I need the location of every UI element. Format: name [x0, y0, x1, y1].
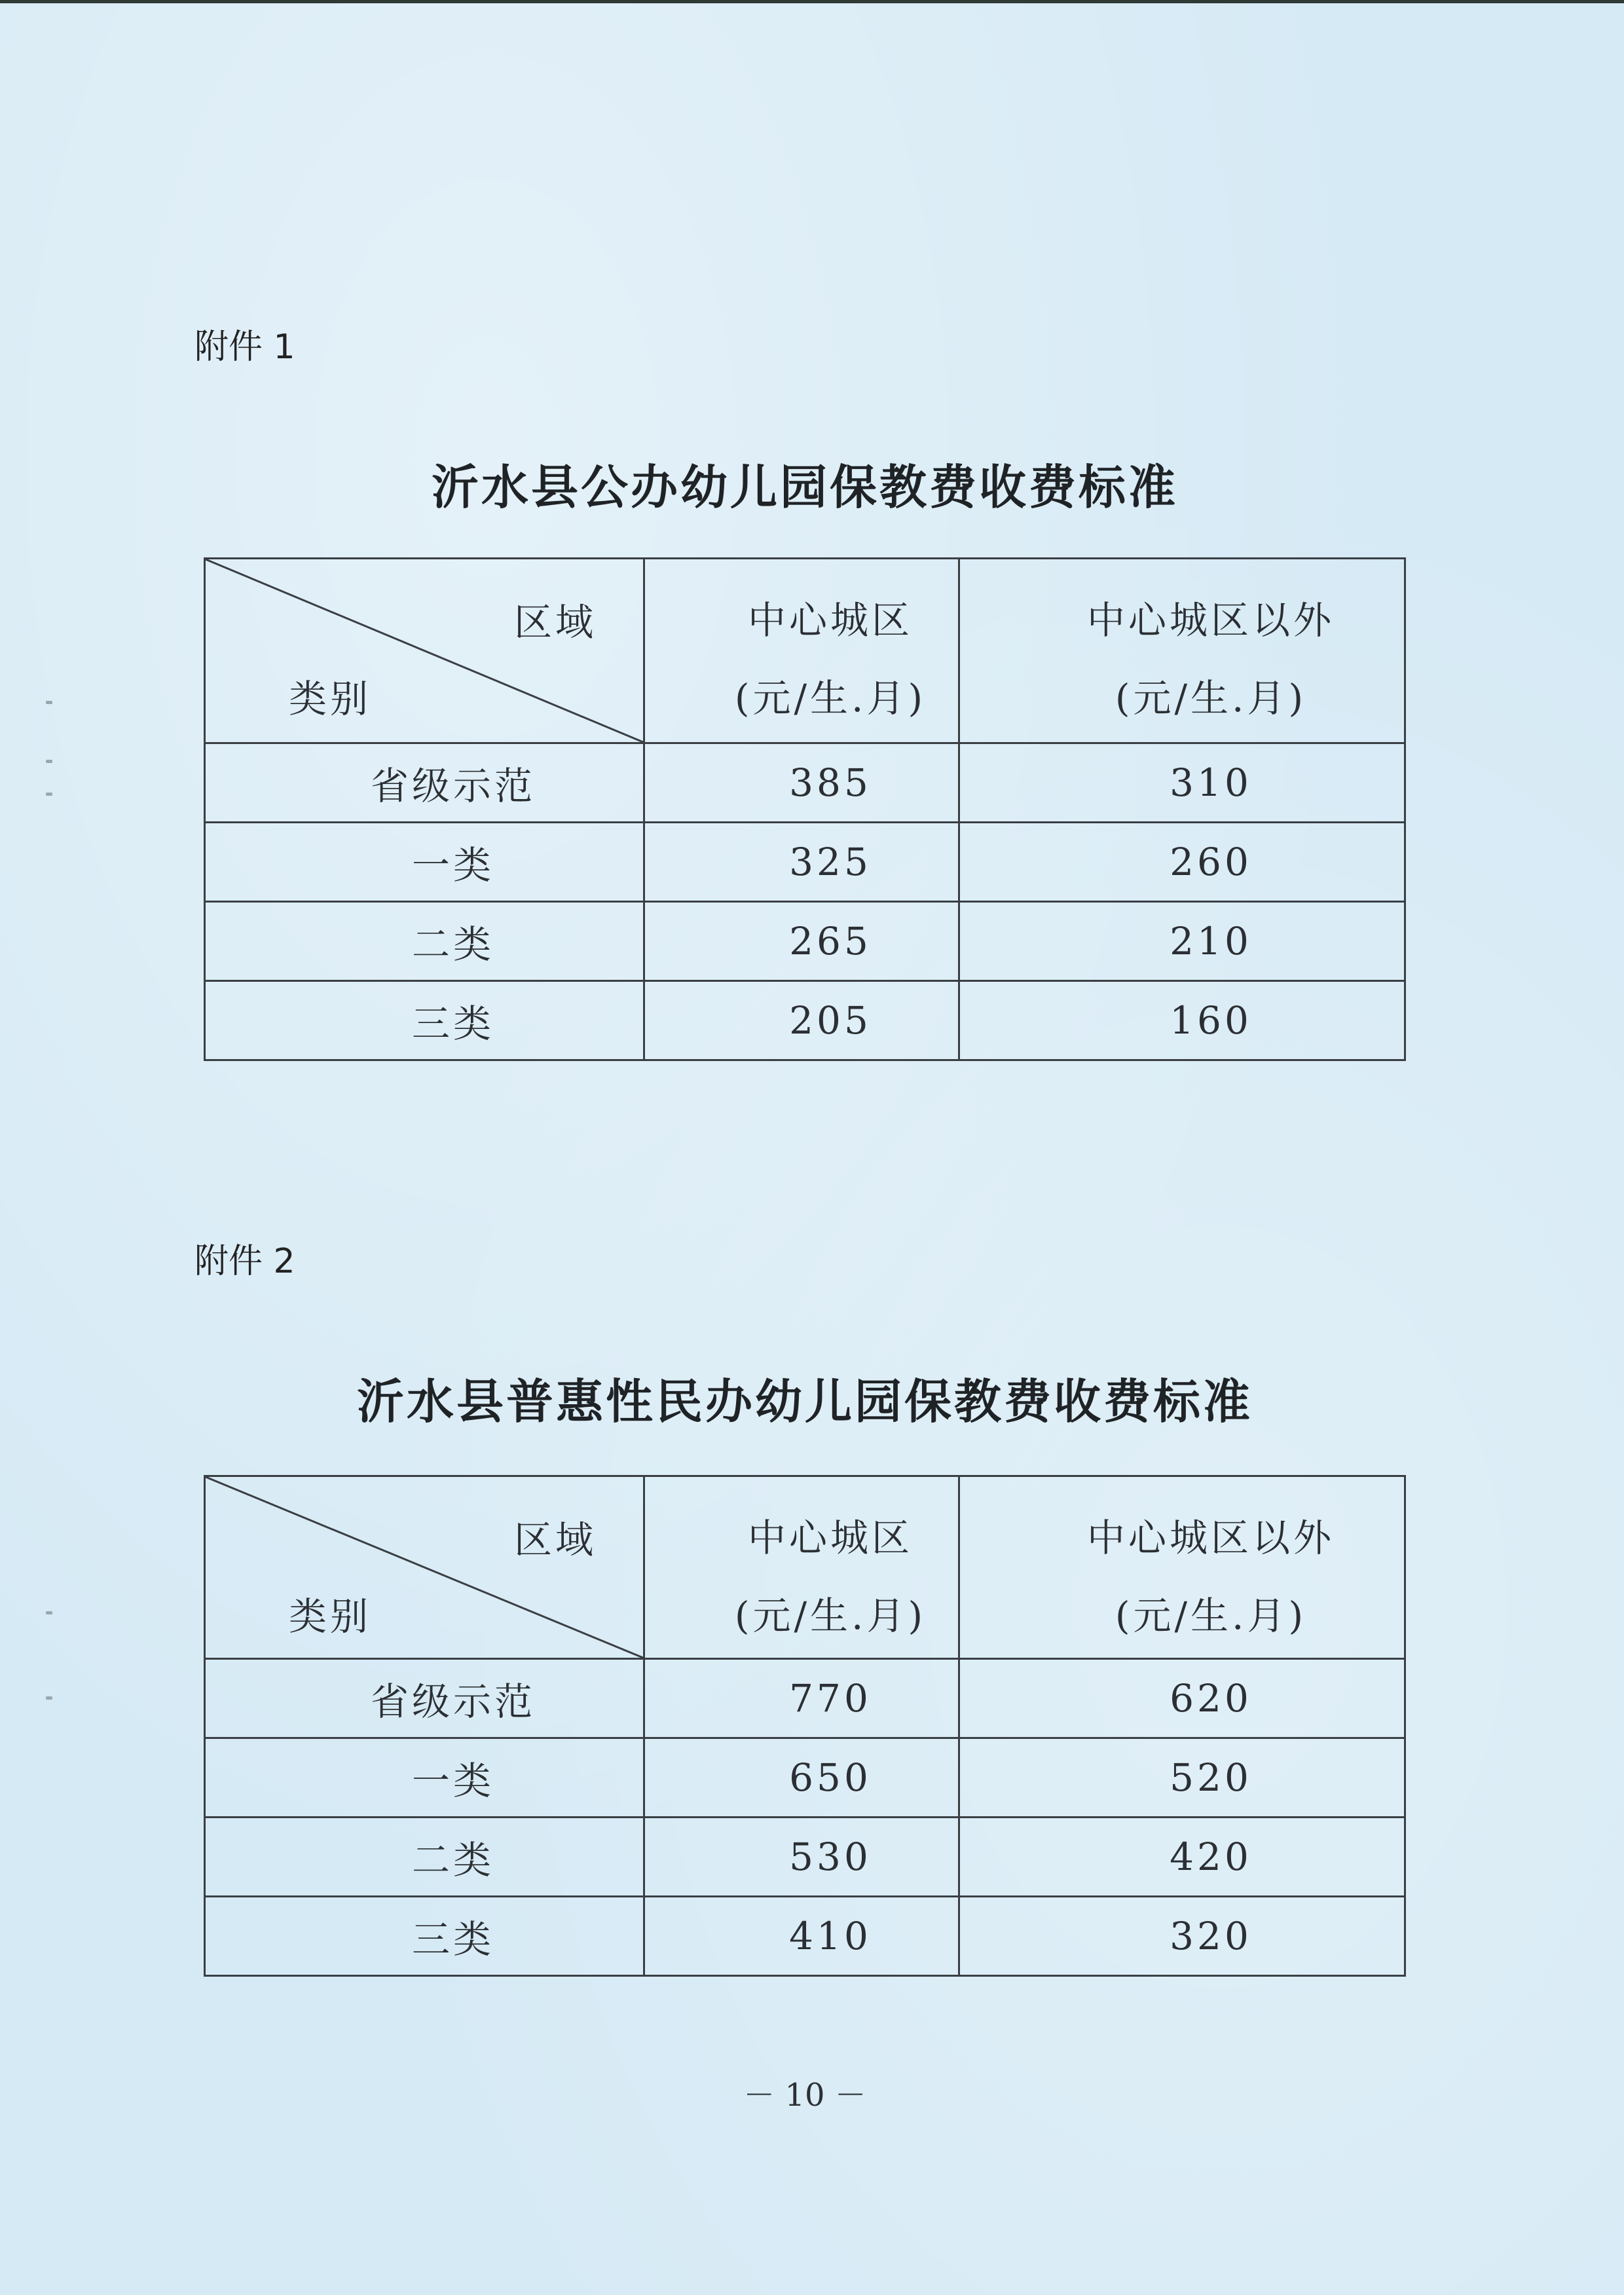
central-fee-cell: 325	[645, 823, 960, 903]
attachment-2-label: 附件 2	[194, 1242, 295, 1281]
outside-fee-cell: 320	[960, 1897, 1406, 1977]
central-fee-cell: 205	[645, 982, 960, 1061]
category-cell: 一类	[206, 823, 645, 903]
central-fee-cell: 265	[645, 903, 960, 982]
outside-fee-cell: 420	[960, 1818, 1406, 1897]
private-inclusive-kindergarten-fee-table	[204, 1475, 1406, 1977]
category-cell: 省级示范	[206, 744, 645, 823]
column-header-unit: (元/生.月)	[1115, 1594, 1307, 1638]
outside-fee-cell: 520	[960, 1739, 1406, 1818]
central-fee-cell: 770	[645, 1660, 960, 1739]
category-cell: 省级示范	[206, 1660, 645, 1739]
corner-region-label: 区域	[514, 1518, 597, 1562]
scan-mark	[46, 1696, 52, 1700]
column-header-central	[645, 559, 960, 744]
scan-mark	[46, 793, 52, 796]
column-header-outside	[960, 1477, 1406, 1660]
central-fee-cell: 410	[645, 1897, 960, 1977]
corner-category-label: 类别	[289, 1594, 372, 1639]
central-fee-cell: 530	[645, 1818, 960, 1897]
column-header-central	[645, 1477, 960, 1660]
column-header-name: 中心城区以外	[1086, 598, 1335, 643]
page-number: － 10 －	[743, 2077, 866, 2114]
public-kindergarten-fee-table	[204, 557, 1406, 1061]
attachment-1-label: 附件 1	[194, 327, 295, 367]
scan-mark	[46, 760, 52, 763]
corner-region-label: 区域	[514, 600, 597, 644]
central-fee-cell: 385	[645, 744, 960, 823]
outside-fee-cell: 620	[960, 1660, 1406, 1739]
category-cell: 三类	[206, 982, 645, 1061]
corner-header-cell	[206, 1477, 645, 1660]
column-header-name: 中心城区	[747, 598, 913, 643]
column-header-unit: (元/生.月)	[1115, 676, 1307, 720]
category-cell: 二类	[206, 903, 645, 982]
corner-category-label: 类别	[289, 677, 372, 721]
scan-top-edge	[0, 0, 1624, 3]
attachment-2-title: 沂水县普惠性民办幼儿园保教费收费标准	[356, 1373, 1253, 1429]
outside-fee-cell: 260	[960, 823, 1406, 903]
corner-header-cell	[206, 559, 645, 744]
scan-mark	[46, 1611, 52, 1614]
scan-mark	[46, 701, 52, 704]
attachment-1-title: 沂水县公办幼儿园保教费收费标准	[431, 459, 1178, 515]
category-cell: 三类	[206, 1897, 645, 1977]
column-header-outside	[960, 559, 1406, 744]
outside-fee-cell: 310	[960, 744, 1406, 823]
category-cell: 一类	[206, 1739, 645, 1818]
column-header-unit: (元/生.月)	[734, 1594, 927, 1638]
outside-fee-cell: 210	[960, 903, 1406, 982]
central-fee-cell: 650	[645, 1739, 960, 1818]
outside-fee-cell: 160	[960, 982, 1406, 1061]
diagonal-divider	[206, 1477, 643, 1658]
column-header-name: 中心城区以外	[1086, 1516, 1335, 1560]
column-header-unit: (元/生.月)	[734, 676, 927, 720]
column-header-name: 中心城区	[747, 1516, 913, 1560]
category-cell: 二类	[206, 1818, 645, 1897]
diagonal-divider	[206, 559, 643, 742]
